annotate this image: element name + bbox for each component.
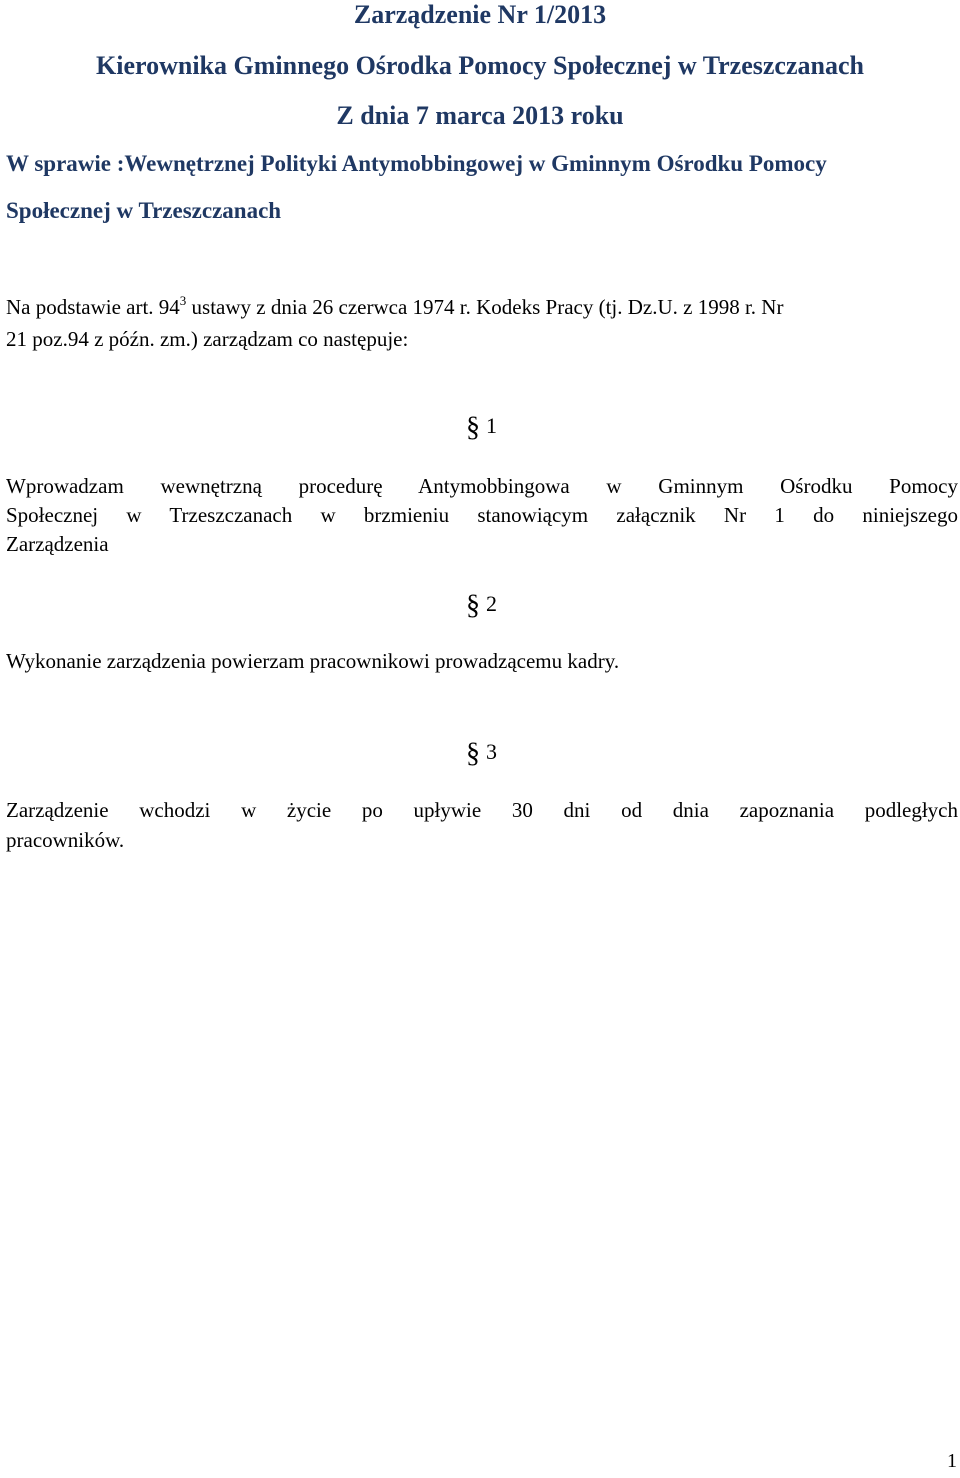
section-1-text-line-1: Wprowadzam wewnętrzną procedurę Antymobbingowa w Gminnym Ośrodku Pomocy (6, 474, 958, 498)
subject-line-2: Społecznej w Trzeszczanach (6, 198, 282, 223)
section-2-number: 2 (486, 591, 497, 616)
section-1-text-line-3: Zarządzenia (6, 532, 109, 556)
section-3-heading (466, 740, 497, 768)
subject-line-1: W sprawie :Wewnętrznej Polityki Antymobbingowej w Gminnym Ośrodku Pomocy (6, 151, 827, 176)
legal-basis-text-b: ustawy z dnia 26 czerwca 1974 r. Kodeks Pracy (tj. Dz.U. z 1998 r. Nr (186, 295, 784, 319)
document-title: Zarządzenie Nr 1/2013 (353, 0, 607, 29)
page-number: 1 (947, 1450, 957, 1472)
section-sign-icon: § (466, 590, 480, 621)
section-2-heading (466, 592, 497, 620)
document-issuer: Kierownika Gminnego Ośrodka Pomocy Społecznej w Trzeszczanach (96, 51, 864, 80)
section-1-number: 1 (486, 413, 497, 438)
legal-basis-line-2: 21 poz.94 z późn. zm.) zarządzam co następuje: (6, 327, 409, 351)
section-2-text-line-1: Wykonanie zarządzenia powierzam pracownikowi prowadzącemu kadry. (6, 649, 620, 673)
section-3-text-line-1: Zarządzenie wchodzi w życie po upływie 30 dni od dnia zapoznania podległych (6, 798, 958, 822)
section-sign-icon: § (466, 412, 480, 443)
document-date: Z dnia 7 marca 2013 roku (336, 101, 624, 130)
section-3-number: 3 (486, 739, 497, 764)
legal-basis-line-1 (6, 293, 784, 319)
section-1-text-line-2: Społecznej w Trzeszczanach w brzmieniu stanowiącym załącznik Nr 1 do niniejszego (6, 503, 958, 527)
section-1-heading (466, 414, 497, 442)
section-sign-icon: § (466, 738, 480, 769)
section-3-text-line-2: pracowników. (6, 828, 125, 852)
article-superscript: 3 (179, 293, 187, 308)
legal-basis-text-a: Na podstawie art. 94 (6, 295, 180, 319)
